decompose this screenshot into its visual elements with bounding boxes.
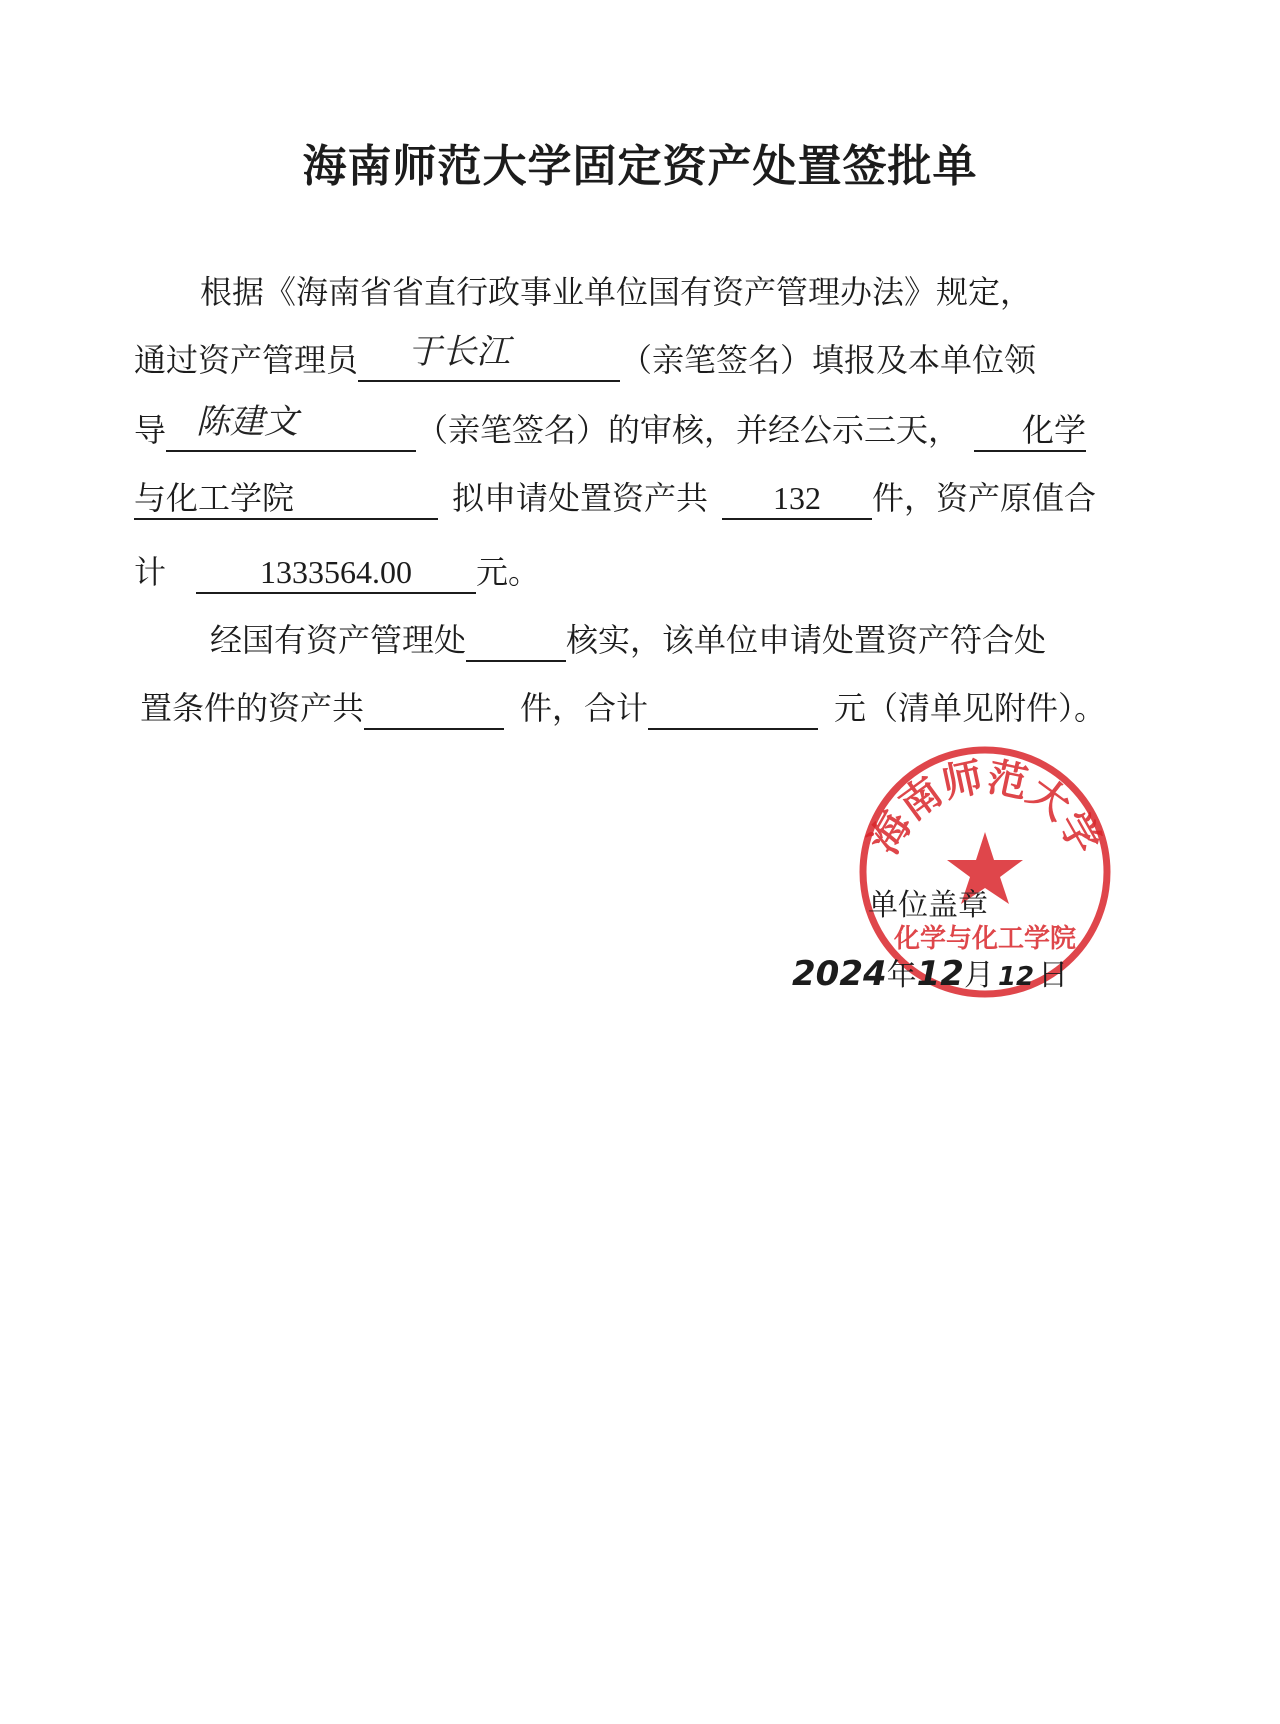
form-title: 海南师范大学固定资产处置签批单 [302,141,978,192]
unit-name-part1: 化学 [1022,411,1087,449]
asset-manager-label: 通过资产管理员 [134,341,359,379]
review-note: （亲笔签名）的审核，并经公示三天， [416,411,961,449]
leader-signature-field [166,402,416,452]
asset-office-field [466,620,566,662]
qualified-total-label: 件，合计 [520,689,649,727]
paragraph1-line2 [134,332,1037,382]
currency-unit: 元。 [476,553,541,591]
date-day: 12 [997,962,1035,992]
qualified-count-label: 置条件的资产共 [140,689,365,727]
unit-name-field-part1 [974,410,1086,452]
asset-count: 132 [773,480,822,516]
date-month: 12 [916,954,964,994]
verification-text: 核实，该单位申请处置资产符合处 [566,621,1047,659]
date-day-unit: 日 [1038,958,1069,993]
unit-name-field-part2 [134,478,438,520]
date-year-unit: 年 [886,958,917,993]
qualified-count-field [364,688,504,730]
unit-name-part2: 与化工学院 [134,479,295,517]
attachment-note: 元（清单见附件）。 [834,689,1107,727]
asset-value-field [196,552,476,594]
asset-count-field [722,478,872,520]
signature-note: （亲笔签名）填报及本单位领 [620,341,1037,379]
asset-manager-signature-field [358,332,620,382]
date-month-unit: 月 [963,958,994,993]
paragraph1-line1 [200,272,1032,312]
unit-seal-label: 单位盖章 [868,888,988,923]
original-value-label: 件，资产原值合 [872,479,1097,517]
paragraph1-line5 [134,552,540,594]
qualified-total-field [648,688,818,730]
date-line [792,950,1068,994]
leader-label: 导 [134,411,167,449]
paragraph1-line4 [134,478,1096,520]
regulation-text: 根据《海南省省直行政事业单位国有资产管理办法》规定， [200,273,1033,311]
paragraph2-line1 [210,620,1046,662]
paragraph2-line2 [140,688,1106,730]
paragraph1-line3 [134,402,1087,452]
total-label: 计 [134,553,167,591]
seal-outer-text: 海南师范大学 [861,754,1109,862]
asset-manager-signature: 于长江 [408,332,511,372]
seal-inner-text: 化学与化工学院 [893,924,1077,954]
leader-signature: 陈建文 [196,402,299,442]
asset-value: 1333564.00 [260,554,413,590]
date-year: 2024 [792,954,887,994]
asset-count-label: 拟申请处置资产共 [452,479,709,517]
asset-office-label: 经国有资产管理处 [210,621,467,659]
